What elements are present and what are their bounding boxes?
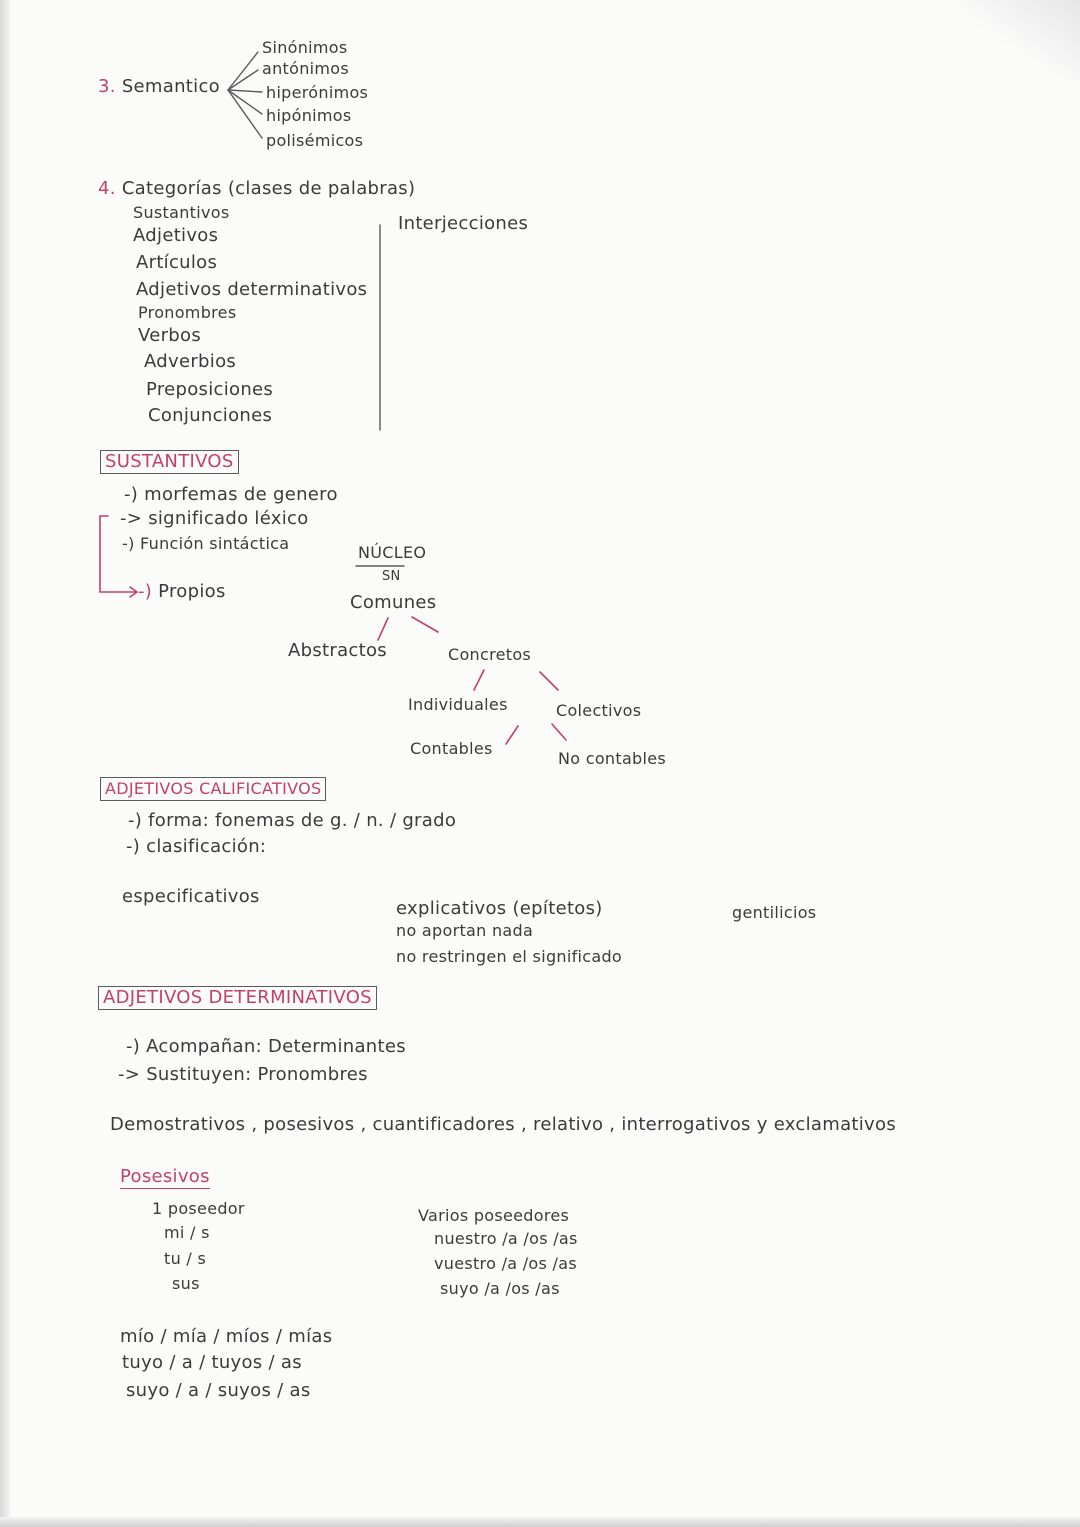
varios-poseedores-item: suyo /a /os /as bbox=[440, 1279, 560, 1298]
categoria-item: Artículos bbox=[136, 252, 218, 273]
un-poseedor-item: mi / s bbox=[164, 1223, 210, 1242]
un-poseedor-item: sus bbox=[172, 1274, 200, 1293]
no-restringen-label: no restringen el significado bbox=[396, 947, 623, 966]
categoria-item: Adjetivos bbox=[133, 225, 219, 246]
abstractos-label: Abstractos bbox=[288, 640, 387, 661]
posesivos-bottom-item: mío / mía / míos / mías bbox=[120, 1326, 333, 1347]
explicativos-label: explicativos (epítetos) bbox=[396, 898, 603, 919]
forma-line: -) forma: fonemas de g. / n. / grado bbox=[128, 810, 457, 831]
categorias-title: 4. Categorías (clases de palabras) bbox=[98, 178, 416, 199]
categoria-interjecciones: Interjecciones bbox=[398, 213, 529, 234]
no-contables-label: No contables bbox=[558, 749, 667, 768]
semantico-label: 3. Semantico bbox=[98, 76, 220, 97]
adj-determinativos-heading: ADJETIVOS DETERMINATIVOS bbox=[98, 986, 377, 1010]
adj-calificativos-heading: ADJETIVOS CALIFICATIVOS bbox=[100, 777, 326, 801]
gentilicios-label: gentilicios bbox=[732, 903, 817, 922]
categoria-item: Adjetivos determinativos bbox=[136, 279, 368, 300]
sn-label: SN bbox=[382, 569, 401, 584]
propios-label: -) Propios bbox=[138, 581, 226, 602]
categoria-item: Preposiciones bbox=[146, 379, 274, 400]
clasificacion-line: -) clasificación: bbox=[126, 836, 267, 857]
posesivos-bottom-item: tuyo / a / tuyos / as bbox=[122, 1352, 302, 1373]
varios-poseedores-item: nuestro /a /os /as bbox=[434, 1229, 578, 1248]
categoria-item: Adverbios bbox=[144, 351, 237, 372]
no-aportan-label: no aportan nada bbox=[396, 921, 534, 940]
un-poseedor-label: 1 poseedor bbox=[152, 1199, 245, 1218]
posesivos-bottom-item: suyo / a / suyos / as bbox=[126, 1380, 311, 1401]
sustantivos-bullet: -) morfemas de genero bbox=[124, 484, 338, 505]
sustantivos-bullet: -> significado léxico bbox=[120, 508, 309, 529]
sustituyen-line: -> Sustituyen: Pronombres bbox=[118, 1064, 368, 1085]
categoria-item: Conjunciones bbox=[148, 405, 273, 426]
semantico-item: polisémicos bbox=[266, 131, 364, 150]
sustantivos-heading: SUSTANTIVOS bbox=[100, 450, 239, 474]
nucleo-label: NÚCLEO bbox=[358, 543, 427, 562]
contables-label: Contables bbox=[410, 739, 493, 758]
semantico-item: Sinónimos bbox=[262, 38, 348, 57]
individuales-label: Individuales bbox=[408, 695, 508, 714]
concretos-label: Concretos bbox=[448, 645, 532, 664]
categoria-item: Verbos bbox=[138, 325, 202, 346]
categoria-item: Pronombres bbox=[138, 303, 237, 322]
comunes-label: Comunes bbox=[350, 592, 437, 613]
colectivos-label: Colectivos bbox=[556, 701, 642, 720]
varios-poseedores-label: Varios poseedores bbox=[418, 1206, 570, 1225]
varios-poseedores-item: vuestro /a /os /as bbox=[434, 1254, 577, 1273]
semantico-item: hiperónimos bbox=[266, 83, 369, 102]
categoria-item: Sustantivos bbox=[133, 203, 230, 222]
posesivos-heading: Posesivos bbox=[120, 1166, 210, 1187]
especificativos-label: especificativos bbox=[122, 886, 260, 907]
semantico-item: hipónimos bbox=[266, 106, 352, 125]
sustantivos-bullet: -) Función sintáctica bbox=[122, 534, 290, 553]
tipos-line: Demostrativos , posesivos , cuantificadores , relativo , interrogativos y exclamativos bbox=[110, 1114, 897, 1135]
semantico-item: antónimos bbox=[262, 59, 350, 78]
acompanan-line: -) Acompañan: Determinantes bbox=[126, 1036, 406, 1057]
un-poseedor-item: tu / s bbox=[164, 1249, 207, 1268]
